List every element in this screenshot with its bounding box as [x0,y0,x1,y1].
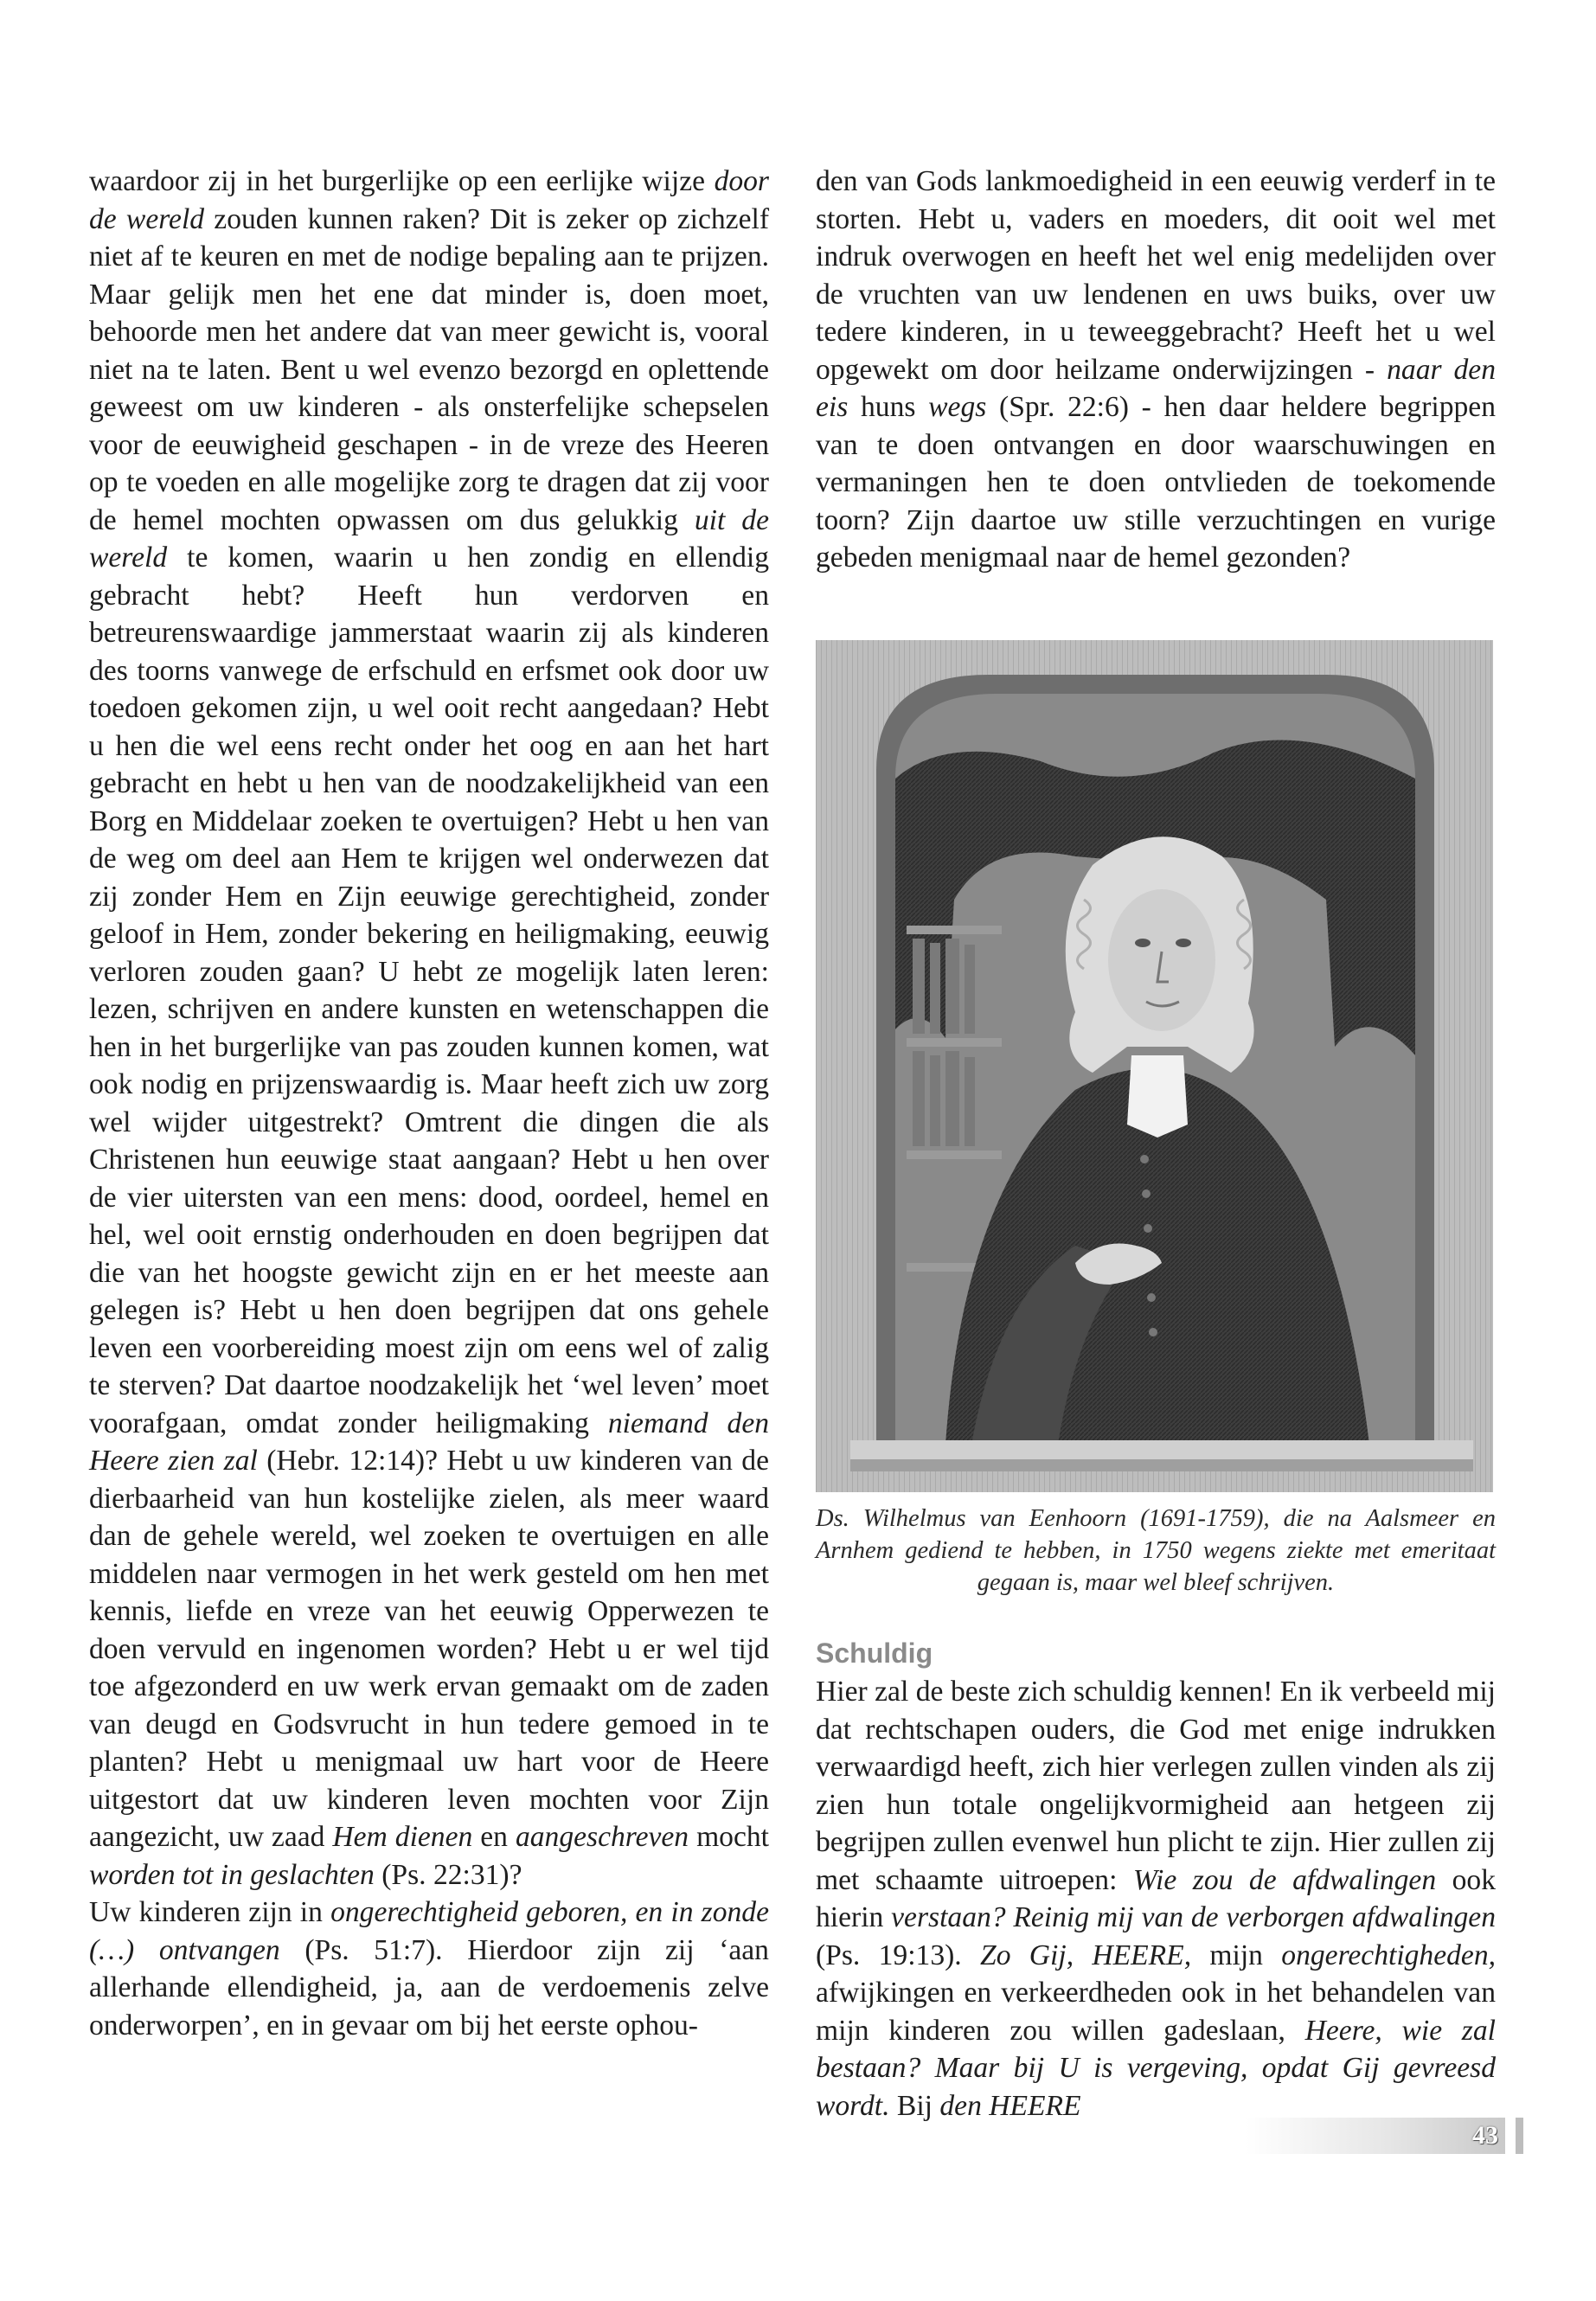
portrait-figure [816,640,1493,1492]
text-run: (Ps. 51:7). Hierdoor zijn zij ‘aan allerhande ellendigheid, ja, aan de verdoemenis zelve onderworpen’, en in gevaar om bij het eerste ophou- [89,1933,769,2041]
figure-caption [816,1503,1496,1599]
text-run: ongerechtigheid geboren, en in zonde (…) ontvangen [89,1896,769,1966]
section-heading: Schuldig [816,1638,933,1669]
portrait-engraving [816,640,1493,1492]
text-run: (Ps. 19:13). [816,1939,981,1971]
text-run: mocht [689,1821,769,1853]
text-run: (Spr. 22:6) - hen daar heldere begrippen van te doen ontvangen en door waarschuwingen en vermaningen hen te doen ontvlieden de toekomende toorn? Zijn daartoe uw stille verzuchtingen en vurige gebeden menigmaal naar de hemel gezonden? [816,391,1496,574]
text-run: (Hebr. 12:14)? Hebt u uw kinderen van de dierbaarheid van hun kostelijke zielen, als meer waard dan de gehele wereld, wel zoeken te overtuigen en alle middelen naar vermogen in het werk gesteld om hen met kennis, liefde en vreze van het eeuwig Opperwezen te doen vervuld en ingenomen worden? Hebt u er wel tijd toe afgezonderd en uw werk ervan gemaakt om de zaden van deugd en Godsvrucht in hun tedere gemoed in te planten? Hebt u menigmaal uw hart voor de Heere uitgestort dat uw kinderen leven mochten voor Zijn aangezicht, uw zaad [89,1445,769,1853]
page-number: 43 [1472,2121,1498,2150]
text-run: worden tot in geslachten [89,1858,375,1891]
text-run: uit de wereld [89,503,769,574]
text-run: ook hierin [816,1863,1496,1933]
left-paragraph-2 [89,1894,769,2044]
text-run: huns [848,391,929,423]
text-run: wegs [928,391,987,423]
section-paragraph [816,1673,1496,2125]
text-run: waardoor zij in het burgerlijke op een eerlijke wijze [89,165,715,197]
caption-text: Ds. Wilhelmus van Eenhoorn (1691-1759), die na Aalsmeer en Arnhem gediend te hebben, in 1750 wegens ziekte met emeritaat gegaan is, maar wel bleef schrijven. [816,1505,1496,1596]
text-run: (Ps. 22:31)? [374,1858,522,1891]
text-run: ongerechtigheden, [1281,1939,1497,1971]
text-run: Heere, wie zal bestaan? Maar bij U is vergeving, opdat Gij gevreesd wordt. [816,2014,1496,2122]
text-run: den van Gods lankmoedigheid in een eeuwig verderf in te storten. Hebt u, vaders en moeders, dit ooit wel met indruk overwogen en heeft het wel enig medelijden over de vruchten van uw lendenen en uws buiks, over uw tedere kinderen, in u teweeggebracht? Heeft het u wel opgewekt om door heilzame onderwijzingen - [816,165,1496,386]
text-run: zouden kunnen raken? Dit is zeker op zichzelf niet af te keuren en met de nodige bepaling aan te prijzen. Maar gelijk men het ene dat minder is, doen moet, behoorde men het andere dat van meer gewicht is, vooral niet na te laten. Bent u wel evenzo bezorgd en oplettende geweest om uw kinderen - als onsterfelijke schepselen voor de eeuwigheid geschapen - in de vreze des Heeren op te voeden en alle mogelijke zorg te dragen dat zij voor de hemel mochten opwassen om dus gelukkig [89,202,770,536]
text-run: afwijkingen en verkeerdheden ook in het behandelen van mijn kinderen zou willen gadeslaan, [816,1977,1496,2047]
text-run: Hem dienen [332,1821,473,1853]
text-run: verstaan? Reinig mij van de verborgen afdwalingen [891,1901,1496,1933]
right-paragraph-1 [816,163,1496,577]
section-body [816,1673,1496,2125]
text-run: door de wereld [89,165,769,235]
page-number-bar-end [1516,2118,1523,2154]
text-run: naar den eis [816,353,1497,423]
text-run: Bij [889,2089,940,2122]
text-run: aangeschreven [515,1821,689,1853]
text-run: Wie zou de afdwalingen [1132,1863,1437,1896]
text-run: Uw kinderen zijn in [89,1896,331,1928]
text-run: mijn [1191,1939,1282,1971]
text-run: Hier zal de beste zich schuldig kennen! En ik verbeeld mij dat rechtschapen ouders, die God met enige indrukken verwaardigd heeft, zich hier verlegen zullen vinden als zij zien hun totale ongelijkvormigheid aan hetgeen zij begrijpen zullen evenwel hun plicht te zijn. Hier zullen zij met schaamte uitroepen: [816,1676,1496,1896]
left-paragraph-1 [89,163,769,1894]
text-run: te komen, waarin u hen zondig en ellendig gebracht hebt? Heeft hun verdorven en betreurenswaardige jammerstaat waarin zij als kinderen des toorns vanwege de erfschuld en erfsmet ook door uw toedoen gekomen zijn, u wel ooit recht aangedaan? Hebt u hen die wel eens recht onder het oog en aan het hart gebracht en hebt u hen van de noodzakelijkheid van een Borg en Middelaar zoeken te overtuigen? Hebt u hen van de weg om deel aan Hem te krijgen wel onderwezen dat zij zonder Hem en Zijn eeuwige gerechtigheid, zonder geloof in Hem, zonder bekering en heiligmaking, eeuwig verloren zouden gaan? U hebt ze mogelijk laten leren: lezen, schrijven en andere kunsten en wetenschappen die hen in het burgerlijke van pas zouden kunnen komen, wat ook nodig en prijzenswaardig is. Maar heeft zich uw zorg wel wijder uitgestrekt? Omtrent die dingen die als Christenen hun eeuwige staat aangaan? Hebt u hen over de vier uitersten van een mens: dood, oordeel, hemel en hel, wel ooit ernstig onderhouden en doen begrijpen dat die van het hoogste gewicht zijn en er het meeste aan gelegen is? Hebt u hen doen begrijpen dat ons gehele leven een voorbereiding moest zijn om eens wel of zalig te sterven? Dat daartoe noodzakelijk het ‘wel leven’ moet voorafgaan, omdat zonder heiligmaking [89,542,769,1439]
text-run: den HEERE [939,2089,1081,2122]
text-run: en [472,1821,516,1853]
text-run: niemand den Heere zien zal [89,1407,770,1477]
right-column-top [816,163,1496,577]
text-run: Zo Gij, HEERE, [980,1939,1192,1971]
left-column [89,163,769,2044]
